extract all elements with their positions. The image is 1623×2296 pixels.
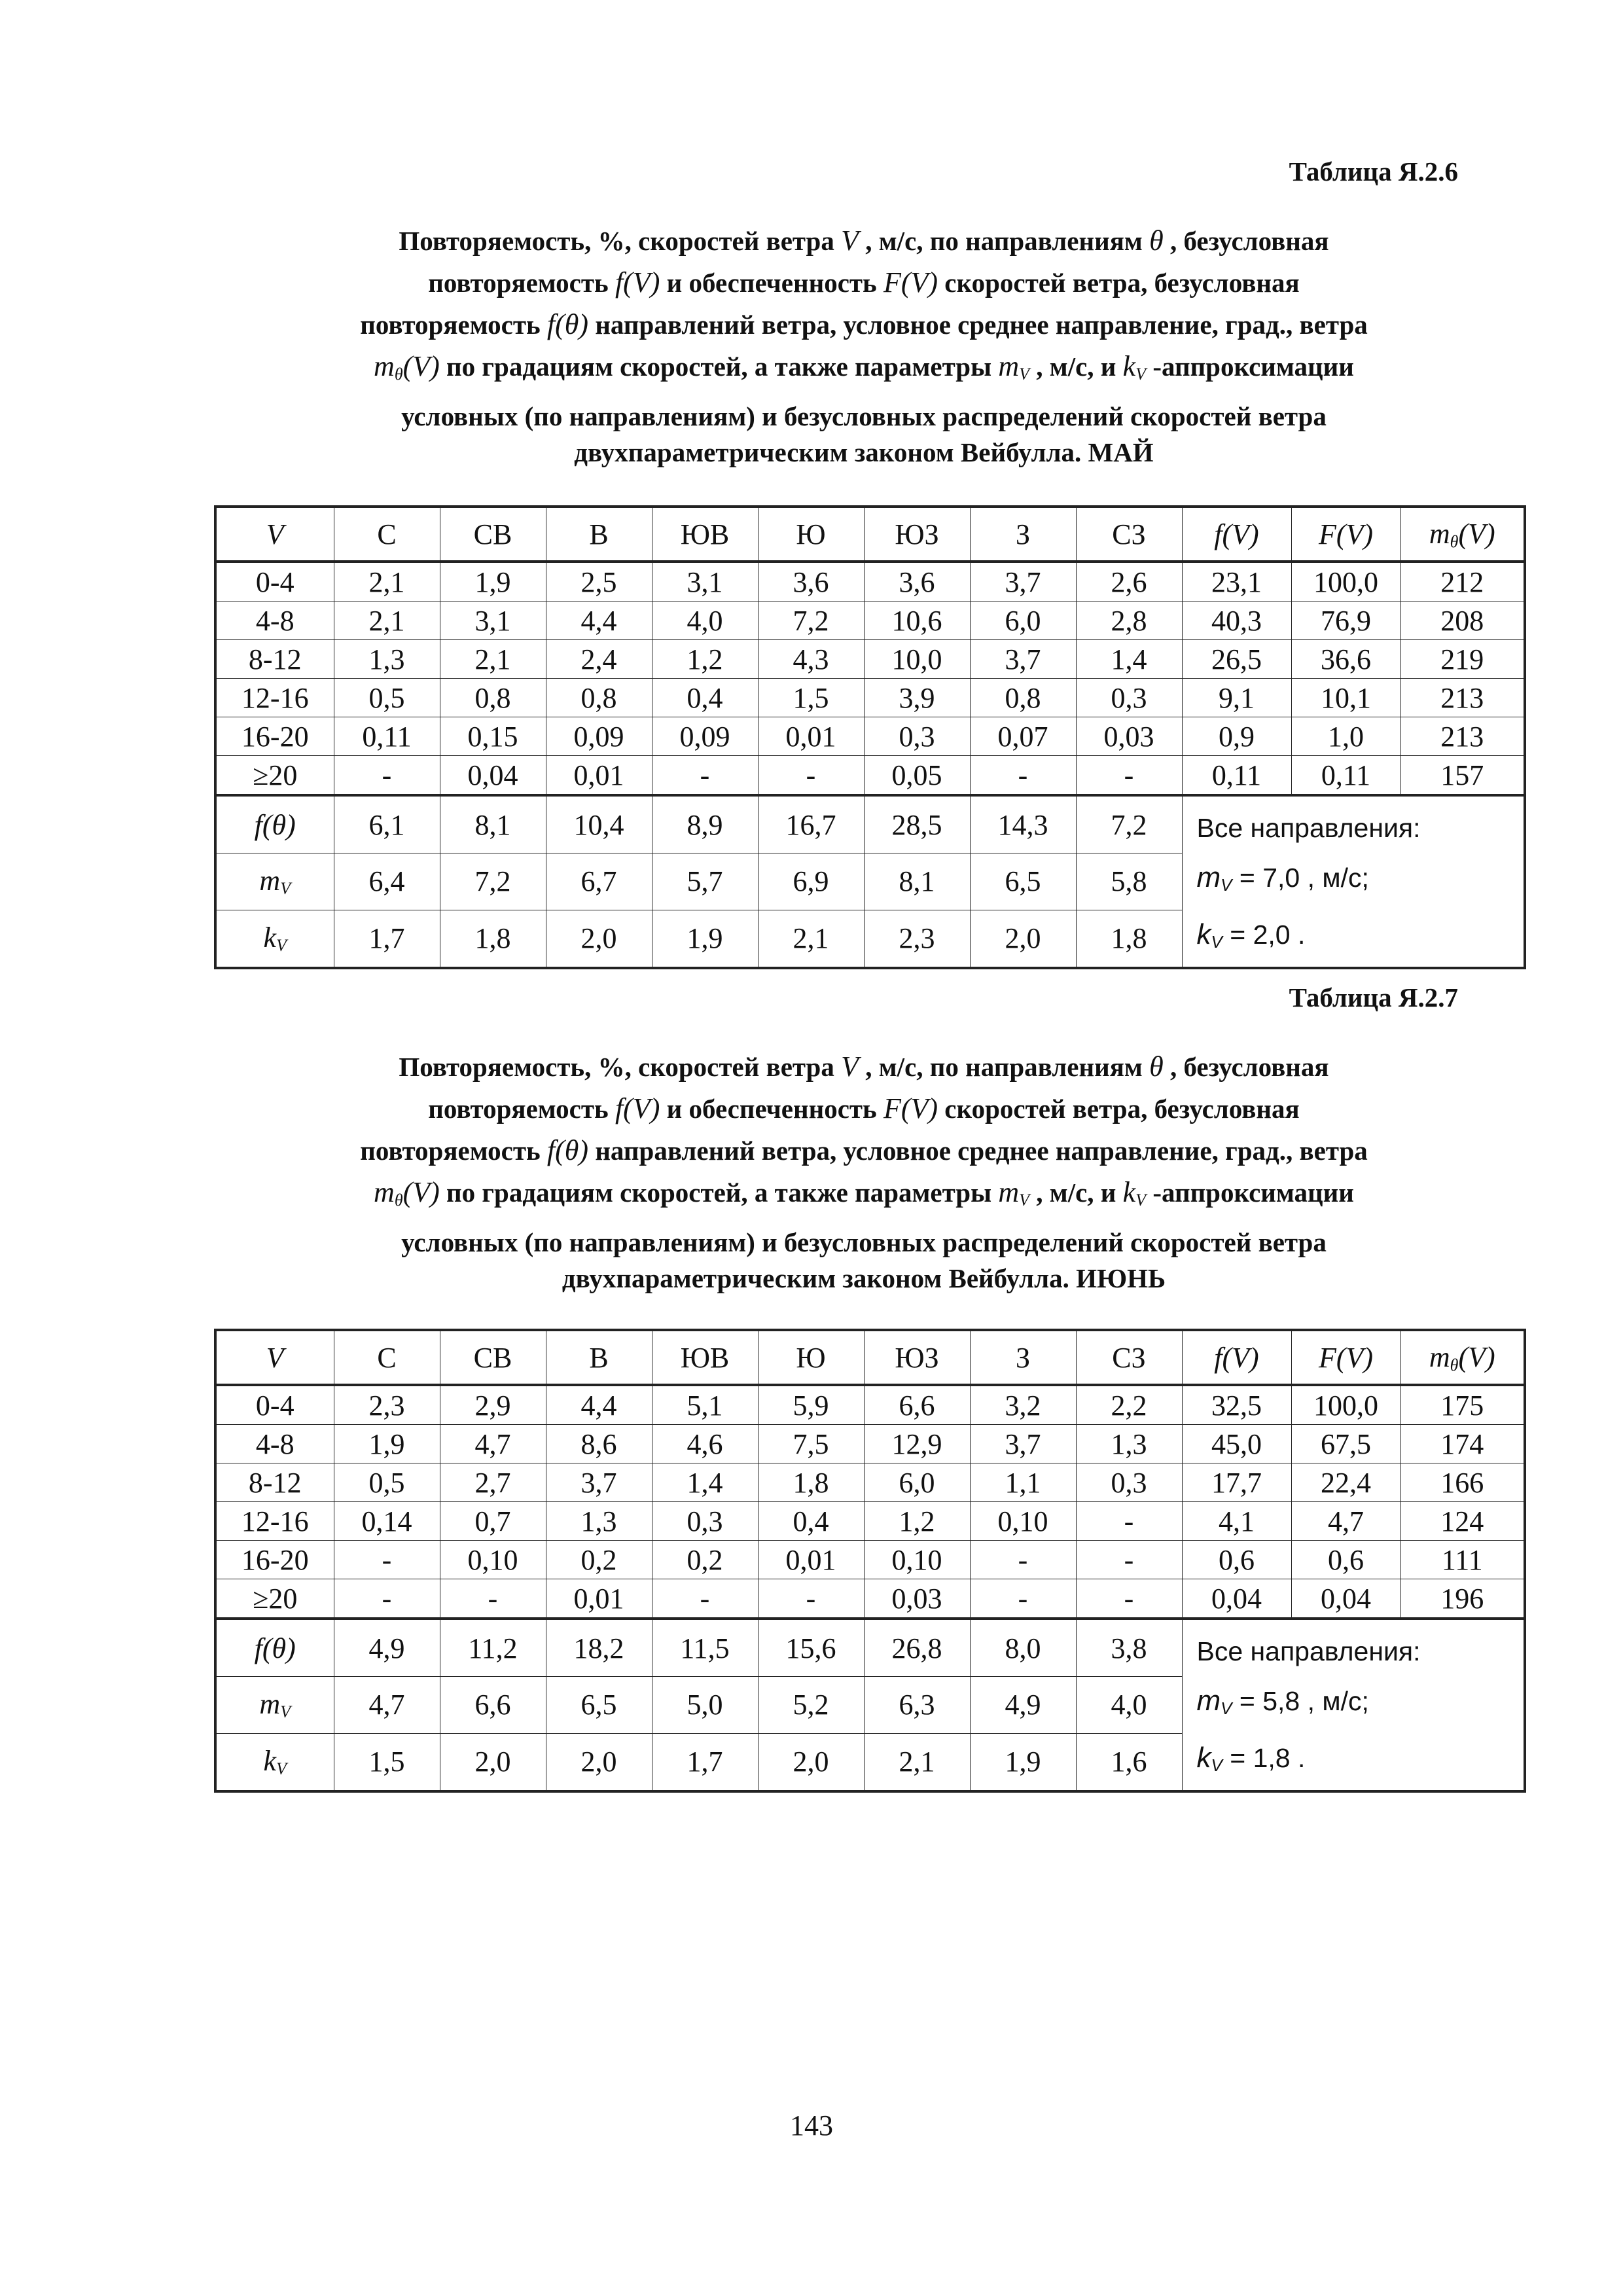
header-cell: ЮЗ [864,1330,970,1385]
table-cell: 26,5 [1182,640,1291,679]
table-cell: 4,4 [546,601,652,640]
header-cell: Ю [758,507,864,562]
table-cell: - [334,756,440,796]
table-cell: 26,8 [864,1619,970,1677]
header-cell: F(V) [1291,507,1400,562]
table-cell: 0,9 [1182,717,1291,756]
table-cell: 0,6 [1182,1541,1291,1579]
table-cell: 2,0 [546,910,652,968]
table-row [215,1619,1525,1677]
table-cell: - [1076,1541,1182,1579]
table-cell: 3,2 [970,1385,1076,1425]
table-cell: 23,1 [1182,562,1291,601]
table-row [215,1541,1525,1579]
table-cell: 1,6 [1076,1733,1182,1791]
table-cell: 2,3 [334,1385,440,1425]
table-cell: 124 [1400,1502,1525,1541]
caption-line: повторяемость f(V) и обеспеченность F(V) скоростей ветра, безусловная [428,1092,1300,1124]
table-row [215,562,1525,601]
table-cell: 219 [1400,640,1525,679]
table-cell: 0,04 [440,756,546,796]
summary-m: mV = 7,0 , м/с; [1196,861,1369,895]
table-cell: 40,3 [1182,601,1291,640]
table-row [215,640,1525,679]
header-cell: V [215,507,334,562]
table-cell: 2,2 [1076,1385,1182,1425]
param-label: mV [215,853,334,910]
table-cell: 1,9 [334,1425,440,1463]
table-cell: 1,5 [334,1733,440,1791]
table-cell: 2,8 [1076,601,1182,640]
table-cell: 2,0 [970,910,1076,968]
table-cell: 6,4 [334,853,440,910]
table-cell: 2,1 [758,910,864,968]
table-cell: 0-4 [215,1385,334,1425]
table-cell: 0,3 [1076,679,1182,717]
header-cell: ЮВ [652,507,758,562]
table-cell: 5,8 [1076,853,1182,910]
table-label: Таблица Я.2.7 [1289,982,1458,1013]
table-cell: 2,9 [440,1385,546,1425]
table-cell: 4,7 [334,1677,440,1734]
table-cell: 4,3 [758,640,864,679]
table-cell: 6,1 [334,795,440,853]
table-cell: 6,6 [440,1677,546,1734]
table-cell: 0,8 [440,679,546,717]
caption-line: повторяемость f(V) и обеспеченность F(V) скоростей ветра, безусловная [428,266,1300,298]
caption-line: двухпараметрическим законом Вейбулла. МАЙ [574,437,1154,467]
param-rows [215,795,1525,968]
table-cell: 0,3 [864,717,970,756]
table-cell: 8,1 [864,853,970,910]
table-cell: 5,1 [652,1385,758,1425]
table-cell: 7,2 [758,601,864,640]
table-cell: 12,9 [864,1425,970,1463]
table-cell: 174 [1400,1425,1525,1463]
header-cell: З [970,1330,1076,1385]
table-cell: 4,1 [1182,1502,1291,1541]
table-cell: 175 [1400,1385,1525,1425]
header-cell: Ю [758,1330,864,1385]
summary-title: Все направления: [1196,813,1421,843]
table-cell: 3,9 [864,679,970,717]
table-cell: - [1076,756,1182,796]
table-cell: 0,11 [334,717,440,756]
table-cell: 45,0 [1182,1425,1291,1463]
table-cell: 3,6 [758,562,864,601]
table-cell: 0,11 [1182,756,1291,796]
table-cell: 0,03 [864,1579,970,1619]
table-cell: 2,0 [546,1733,652,1791]
header-cell: V [215,1330,334,1385]
header-row [215,1330,1525,1385]
table-row [215,756,1525,796]
table-cell: 0,2 [546,1541,652,1579]
param-label: kV [215,910,334,968]
table-cell: 3,7 [970,640,1076,679]
table-cell: 1,2 [864,1502,970,1541]
table-cell: 0,07 [970,717,1076,756]
table-cell: 100,0 [1291,562,1400,601]
table-cell: 0,10 [864,1541,970,1579]
header-cell: F(V) [1291,1330,1400,1385]
header-cell: f(V) [1182,1330,1291,1385]
table-cell: 2,4 [546,640,652,679]
table-cell: 4,0 [1076,1677,1182,1734]
table-cell: - [970,1579,1076,1619]
table-cell: 1,3 [546,1502,652,1541]
table-row [215,1385,1525,1425]
table-row [215,1425,1525,1463]
table-cell: - [1076,1502,1182,1541]
table-cell: 2,5 [546,562,652,601]
table-cell: - [652,756,758,796]
table-cell: - [334,1579,440,1619]
header-cell: В [546,507,652,562]
table-row [215,795,1525,853]
table-cell: 0,5 [334,679,440,717]
table-cell: 2,1 [334,562,440,601]
caption-line: повторяемость f(θ) направлений ветра, условное среднее направление, град., ветра [360,1134,1368,1166]
table-cell: 15,6 [758,1619,864,1677]
header-cell: ЮВ [652,1330,758,1385]
table-cell: 0,11 [1291,756,1400,796]
header-cell: В [546,1330,652,1385]
table-cell: 1,7 [334,910,440,968]
summary-m: mV = 5,8 , м/с; [1196,1685,1369,1718]
table-label: Таблица Я.2.6 [1289,156,1458,187]
table-cell: 8,1 [440,795,546,853]
table-cell: 3,7 [970,1425,1076,1463]
table-cell: 3,7 [970,562,1076,601]
table-cell: 2,6 [1076,562,1182,601]
all-directions-summary [1182,1619,1525,1791]
table-cell: 16-20 [215,1541,334,1579]
table-cell: 2,3 [864,910,970,968]
table-cell: 11,5 [652,1619,758,1677]
table-cell: 4-8 [215,601,334,640]
table-cell: 8-12 [215,640,334,679]
all-directions-summary [1182,795,1525,968]
table-cell: 0,09 [652,717,758,756]
table-cell: 7,2 [1076,795,1182,853]
header-cell: СЗ [1076,1330,1182,1385]
table-cell: 157 [1400,756,1525,796]
table-cell: 3,8 [1076,1619,1182,1677]
table-cell: 100,0 [1291,1385,1400,1425]
table-cell: 1,7 [652,1733,758,1791]
header-cell: mθ(V) [1400,507,1525,562]
table-cell: - [334,1541,440,1579]
table-cell: 6,9 [758,853,864,910]
table-cell: 0,01 [758,1541,864,1579]
table-cell: 10,1 [1291,679,1400,717]
table-row [215,1579,1525,1619]
table-cell: 22,4 [1291,1463,1400,1502]
table-cell: 3,1 [652,562,758,601]
table-cell: 1,5 [758,679,864,717]
table-cell: - [970,756,1076,796]
table-cell: 8-12 [215,1463,334,1502]
table-cell: 4,7 [440,1425,546,1463]
table-cell: 11,2 [440,1619,546,1677]
table-cell: 0,3 [652,1502,758,1541]
table-cell: 6,0 [864,1463,970,1502]
table-cell: 6,5 [970,853,1076,910]
table-cell: 1,9 [970,1733,1076,1791]
page-number: 143 [790,2109,833,2142]
table-cell: 6,7 [546,853,652,910]
header-cell: С [334,507,440,562]
table-cell: 10,0 [864,640,970,679]
table-cell: 8,9 [652,795,758,853]
table-cell: - [758,1579,864,1619]
table-cell: 212 [1400,562,1525,601]
table-cell: 7,2 [440,853,546,910]
table-cell: 2,0 [758,1733,864,1791]
table-cell: 9,1 [1182,679,1291,717]
table-cell: 166 [1400,1463,1525,1502]
table-cell: - [652,1579,758,1619]
table-cell: 1,8 [758,1463,864,1502]
table-cell: 0,14 [334,1502,440,1541]
table-cell: 0,7 [440,1502,546,1541]
table-cell: 213 [1400,679,1525,717]
table-caption [216,1046,1512,1293]
table-cell: 0,5 [334,1463,440,1502]
table-row [215,1463,1525,1502]
table-cell: 5,7 [652,853,758,910]
param-label: f(θ) [215,795,334,853]
param-label: mV [215,1677,334,1734]
table-cell: 0,10 [970,1502,1076,1541]
table-cell: 111 [1400,1541,1525,1579]
table-cell: 5,9 [758,1385,864,1425]
table-row [215,601,1525,640]
table-cell: 10,4 [546,795,652,853]
table-cell: - [758,756,864,796]
summary-title: Все направления: [1196,1636,1421,1666]
table-cell: 28,5 [864,795,970,853]
table-cell: 0,4 [758,1502,864,1541]
table-cell: 4,4 [546,1385,652,1425]
table-cell: 213 [1400,717,1525,756]
table-cell: 36,6 [1291,640,1400,679]
table-cell: 1,8 [440,910,546,968]
table-cell: 4,0 [652,601,758,640]
param-rows [215,1619,1525,1791]
table-cell: 17,7 [1182,1463,1291,1502]
wind-table-june [214,1329,1526,1793]
table-cell: 0,8 [546,679,652,717]
table-cell: 2,1 [440,640,546,679]
table-cell: 67,5 [1291,1425,1400,1463]
table-cell: 18,2 [546,1619,652,1677]
table-row [215,1502,1525,1541]
table-cell: 1,2 [652,640,758,679]
table-cell: 1,0 [1291,717,1400,756]
table-cell: 0,3 [1076,1463,1182,1502]
caption-line: повторяемость f(θ) направлений ветра, условное среднее направление, град., ветра [360,308,1368,340]
table-cell: 2,1 [864,1733,970,1791]
table-cell: 0,03 [1076,717,1182,756]
table-cell: 0,04 [1291,1579,1400,1619]
table-cell: 0,05 [864,756,970,796]
table-cell: 16,7 [758,795,864,853]
header-cell: СЗ [1076,507,1182,562]
table-cell: 0,01 [758,717,864,756]
table-cell: 2,1 [334,601,440,640]
table-cell: ≥20 [215,756,334,796]
param-label: f(θ) [215,1619,334,1677]
table-cell: 16-20 [215,717,334,756]
table-cell: 1,1 [970,1463,1076,1502]
header-cell: ЮЗ [864,507,970,562]
table-cell: 4,9 [970,1677,1076,1734]
table-cell: 4-8 [215,1425,334,1463]
table-cell: 76,9 [1291,601,1400,640]
table-cell: 12-16 [215,679,334,717]
table-cell: 14,3 [970,795,1076,853]
header-cell: З [970,507,1076,562]
summary-k: kV = 1,8 . [1196,1742,1306,1775]
table-cell: 0,10 [440,1541,546,1579]
caption-line: условных (по направлениям) и безусловных распределений скоростей ветра [401,401,1327,431]
table-cell: 6,5 [546,1677,652,1734]
header-cell: mθ(V) [1400,1330,1525,1385]
table-cell: 0,15 [440,717,546,756]
table-cell: 12-16 [215,1502,334,1541]
summary-k: kV = 2,0 . [1196,918,1306,952]
table-cell: 0,4 [652,679,758,717]
table-cell: - [970,1541,1076,1579]
table-cell: 1,8 [1076,910,1182,968]
table-caption [216,220,1512,467]
table-cell: 3,7 [546,1463,652,1502]
table-cell: 2,7 [440,1463,546,1502]
table-cell: 1,3 [334,640,440,679]
table-cell: 0,6 [1291,1541,1400,1579]
caption-line: mθ(V) по градациям скоростей, а также параметры mV , м/с, и kV -аппроксимации [374,350,1354,384]
caption-line: двухпараметрическим законом Вейбулла. ИЮНЬ [562,1263,1166,1293]
table-cell: 2,0 [440,1733,546,1791]
table-cell: - [1076,1579,1182,1619]
header-row [215,507,1525,562]
table-cell: 0,8 [970,679,1076,717]
caption-line: Повторяемость, %, скоростей ветра V , м/с, по направлениям θ , безусловная [399,224,1329,257]
table-cell: 4,7 [1291,1502,1400,1541]
table-cell: 3,1 [440,601,546,640]
table-cell: 5,2 [758,1677,864,1734]
table-row [215,717,1525,756]
speed-rows [215,1385,1525,1619]
header-cell: f(V) [1182,507,1291,562]
caption-line: условных (по направлениям) и безусловных распределений скоростей ветра [401,1227,1327,1257]
table-cell: 6,6 [864,1385,970,1425]
table-cell: ≥20 [215,1579,334,1619]
table-cell: 1,9 [440,562,546,601]
table-cell: 10,6 [864,601,970,640]
speed-rows [215,562,1525,795]
table-cell: 196 [1400,1579,1525,1619]
table-cell: 6,3 [864,1677,970,1734]
header-cell: СВ [440,507,546,562]
table-cell: 0,01 [546,1579,652,1619]
table-row [215,679,1525,717]
table-cell: 0,01 [546,756,652,796]
param-label: kV [215,1733,334,1791]
table-cell: 5,0 [652,1677,758,1734]
table-cell: 0-4 [215,562,334,601]
table-cell: 0,2 [652,1541,758,1579]
table-cell: 1,4 [1076,640,1182,679]
table-cell: 4,9 [334,1619,440,1677]
wind-table-may [214,505,1526,969]
caption-line: Повторяемость, %, скоростей ветра V , м/с, по направлениям θ , безусловная [399,1050,1329,1083]
table-cell: 7,5 [758,1425,864,1463]
table-cell: 1,9 [652,910,758,968]
table-cell: 0,09 [546,717,652,756]
table-cell: 4,6 [652,1425,758,1463]
table-cell: 8,0 [970,1619,1076,1677]
header-cell: СВ [440,1330,546,1385]
table-cell: 1,3 [1076,1425,1182,1463]
caption-line: mθ(V) по градациям скоростей, а также параметры mV , м/с, и kV -аппроксимации [374,1176,1354,1210]
table-cell: - [440,1579,546,1619]
table-cell: 8,6 [546,1425,652,1463]
table-cell: 6,0 [970,601,1076,640]
table-cell: 1,4 [652,1463,758,1502]
table-cell: 0,04 [1182,1579,1291,1619]
table-cell: 208 [1400,601,1525,640]
table-cell: 32,5 [1182,1385,1291,1425]
header-cell: С [334,1330,440,1385]
table-cell: 3,6 [864,562,970,601]
